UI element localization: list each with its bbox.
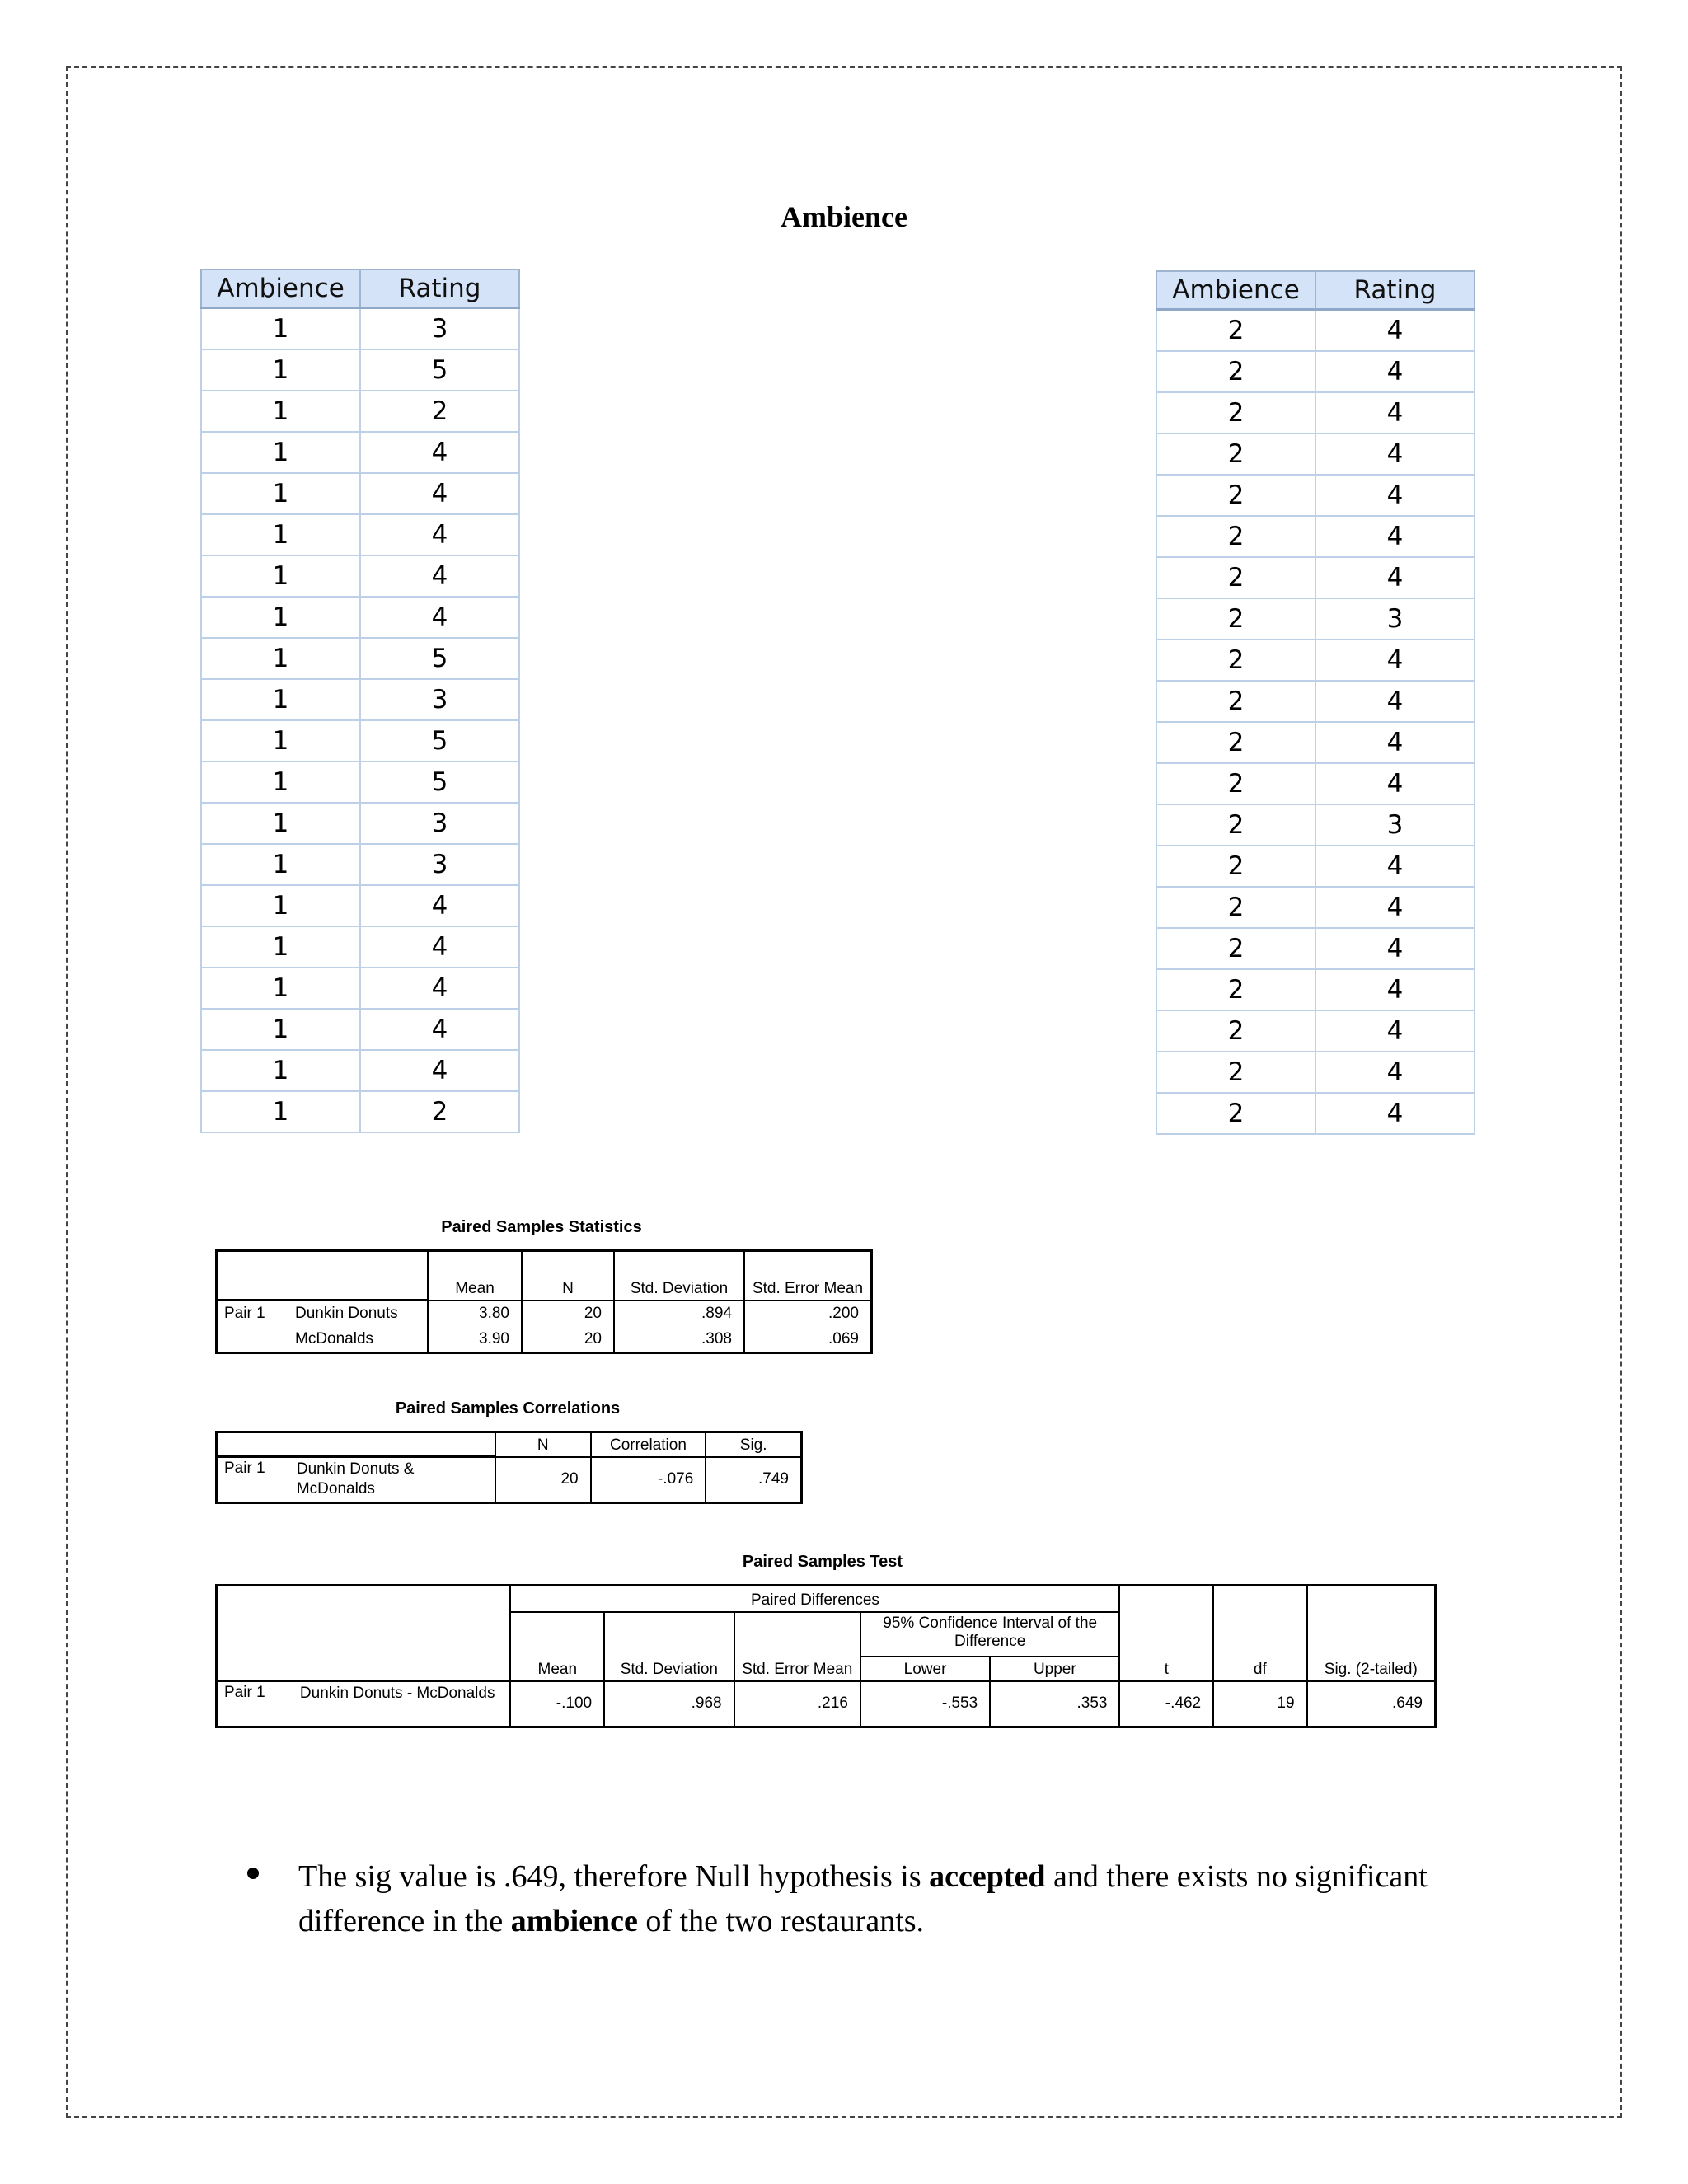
ambience-cell[interactable]: 2 <box>1156 722 1315 763</box>
table-row <box>201 762 519 803</box>
table-row <box>201 391 519 432</box>
paired-samples-test-table <box>215 1584 1437 1728</box>
ambience-cell[interactable]: 2 <box>1156 969 1315 1010</box>
rating-cell[interactable]: 4 <box>360 926 519 968</box>
ambience-cell[interactable]: 2 <box>1156 434 1315 475</box>
ambience-cell[interactable]: 2 <box>1156 310 1315 352</box>
ambience-cell[interactable]: 2 <box>1156 887 1315 928</box>
test-df: 19 <box>1213 1681 1306 1727</box>
test-lower: -.553 <box>860 1681 990 1727</box>
test-header-upper: Upper <box>990 1657 1119 1681</box>
rating-cell[interactable]: 3 <box>360 308 519 350</box>
column-header-rating[interactable]: Rating <box>1315 271 1475 310</box>
test-header-df: df <box>1213 1586 1306 1681</box>
table-row <box>1156 804 1475 846</box>
ambience-cell[interactable]: 1 <box>201 555 360 597</box>
conclusion-paragraph <box>298 1854 1436 1943</box>
conclusion-bold-accepted: accepted <box>929 1859 1046 1894</box>
table-row <box>1156 392 1475 434</box>
table-row <box>1156 557 1475 598</box>
corr-header-n: N <box>495 1432 591 1457</box>
stats-corner <box>217 1251 429 1301</box>
rating-cell[interactable]: 2 <box>360 1091 519 1132</box>
rating-cell[interactable]: 4 <box>1315 310 1475 352</box>
column-header-rating[interactable]: Rating <box>360 269 519 308</box>
rating-cell[interactable]: 4 <box>360 514 519 555</box>
ambience-cell[interactable]: 1 <box>201 514 360 555</box>
corr-pair-label: Pair 1 <box>217 1457 290 1503</box>
corr-row-label: Dunkin Donuts & McDonalds <box>290 1457 495 1503</box>
ambience-cell[interactable]: 1 <box>201 638 360 679</box>
table-row <box>201 349 519 391</box>
test-corner <box>217 1586 511 1681</box>
table-row <box>201 597 519 638</box>
rating-cell[interactable]: 4 <box>1315 640 1475 681</box>
stats-row2-label: McDonalds <box>288 1327 428 1353</box>
table-row <box>1156 681 1475 722</box>
table-row <box>1156 722 1475 763</box>
ambience-cell[interactable]: 1 <box>201 762 360 803</box>
ambience-cell[interactable]: 1 <box>201 1050 360 1091</box>
stats-row1-n: 20 <box>522 1301 614 1327</box>
test-header-mean: Mean <box>510 1612 604 1681</box>
column-header-ambience[interactable]: Ambience <box>1156 271 1315 310</box>
rating-cell[interactable]: 4 <box>1315 722 1475 763</box>
stats-row1-mean: 3.80 <box>428 1301 522 1327</box>
ambience-cell[interactable]: 2 <box>1156 351 1315 392</box>
ambience-cell[interactable]: 2 <box>1156 681 1315 722</box>
corr-corner <box>217 1432 495 1457</box>
rating-cell[interactable]: 4 <box>1315 434 1475 475</box>
paired-samples-statistics-table <box>215 1249 873 1354</box>
test-mean: -.100 <box>510 1681 604 1727</box>
ambience-cell[interactable]: 1 <box>201 844 360 885</box>
stats-row1-se: .200 <box>744 1301 872 1327</box>
table-row <box>201 844 519 885</box>
table-row <box>201 720 519 762</box>
rating-cell[interactable]: 4 <box>1315 475 1475 516</box>
rating-cell[interactable]: 3 <box>360 803 519 844</box>
test-header-se: Std. Error Mean <box>734 1612 860 1681</box>
table-row <box>1156 310 1475 352</box>
ambience-cell[interactable]: 2 <box>1156 846 1315 887</box>
table-row <box>1156 763 1475 804</box>
test-header-ci: 95% Confidence Interval of the Difference <box>860 1612 1120 1657</box>
ambience-cell[interactable]: 1 <box>201 720 360 762</box>
ambience-cell[interactable]: 1 <box>201 349 360 391</box>
ambience-cell[interactable]: 2 <box>1156 928 1315 969</box>
table-row <box>201 555 519 597</box>
stats-pair-label: Pair 1 <box>217 1301 289 1327</box>
ambience-cell[interactable]: 1 <box>201 1091 360 1132</box>
ambience-cell[interactable]: 1 <box>201 968 360 1009</box>
ambience-cell[interactable]: 1 <box>201 679 360 720</box>
test-sig: .649 <box>1307 1681 1436 1727</box>
corr-sig: .749 <box>706 1457 801 1503</box>
table-row <box>1156 434 1475 475</box>
table-row <box>201 926 519 968</box>
data-grid-right <box>1156 270 1475 1135</box>
test-t: -.462 <box>1119 1681 1213 1727</box>
ambience-cell[interactable]: 2 <box>1156 1052 1315 1093</box>
rating-cell[interactable]: 2 <box>360 391 519 432</box>
bullet-icon <box>247 1868 259 1879</box>
table-row <box>201 1050 519 1091</box>
table-row <box>1156 846 1475 887</box>
table-row <box>201 803 519 844</box>
corr-header-sig: Sig. <box>706 1432 801 1457</box>
rating-cell[interactable]: 4 <box>360 1009 519 1050</box>
table-row <box>201 968 519 1009</box>
test-caption: Paired Samples Test <box>742 1553 903 1571</box>
page-title: Ambience <box>781 200 907 233</box>
test-header-lower: Lower <box>860 1657 990 1681</box>
stats-header-sd: Std. Deviation <box>614 1251 744 1301</box>
table-row <box>201 308 519 350</box>
ambience-cell[interactable]: 1 <box>201 432 360 473</box>
paired-samples-correlations-table <box>215 1431 803 1504</box>
data-grid-left <box>200 269 520 1133</box>
test-sd: .968 <box>604 1681 734 1727</box>
conclusion-text-3: of the two restaurants. <box>637 1904 925 1938</box>
rating-cell[interactable]: 3 <box>1315 598 1475 640</box>
rating-cell[interactable]: 4 <box>360 968 519 1009</box>
table-row <box>201 638 519 679</box>
stats-header-se: Std. Error Mean <box>744 1251 872 1301</box>
rating-cell[interactable]: 4 <box>360 473 519 514</box>
table-row <box>1156 598 1475 640</box>
test-header-sig: Sig. (2-tailed) <box>1307 1586 1436 1681</box>
stats-pair-spacer <box>217 1327 289 1353</box>
stats-header-n: N <box>522 1251 614 1301</box>
ambience-cell[interactable]: 2 <box>1156 475 1315 516</box>
corr-n: 20 <box>495 1457 591 1503</box>
rating-cell[interactable]: 5 <box>360 638 519 679</box>
ambience-cell[interactable]: 1 <box>201 597 360 638</box>
ambience-cell[interactable]: 1 <box>201 926 360 968</box>
test-se: .216 <box>734 1681 860 1727</box>
rating-cell[interactable]: 4 <box>1315 516 1475 557</box>
stats-row1-label: Dunkin Donuts <box>288 1301 428 1327</box>
corr-header-correlation: Correlation <box>591 1432 706 1457</box>
conclusion-text-1: The sig value is .649, therefore Null hypothesis is <box>298 1859 930 1894</box>
ambience-cell[interactable]: 2 <box>1156 392 1315 434</box>
ambience-cell[interactable]: 1 <box>201 885 360 926</box>
table-row <box>1156 928 1475 969</box>
rating-cell[interactable]: 4 <box>1315 887 1475 928</box>
rating-cell[interactable]: 4 <box>1315 928 1475 969</box>
ambience-cell[interactable]: 2 <box>1156 557 1315 598</box>
test-pair-label: Pair 1 <box>217 1681 293 1727</box>
ambience-cell[interactable]: 1 <box>201 803 360 844</box>
rating-cell[interactable]: 4 <box>360 432 519 473</box>
column-header-ambience[interactable]: Ambience <box>201 269 360 308</box>
table-row <box>1156 351 1475 392</box>
test-header-paired-differences: Paired Differences <box>510 1586 1119 1612</box>
rating-cell[interactable]: 4 <box>1315 969 1475 1010</box>
rating-cell[interactable]: 4 <box>1315 1093 1475 1134</box>
test-header-sd: Std. Deviation <box>604 1612 734 1681</box>
table-row <box>1156 1010 1475 1052</box>
test-header-t: t <box>1119 1586 1213 1681</box>
table-row <box>1156 516 1475 557</box>
rating-cell[interactable]: 4 <box>1315 763 1475 804</box>
rating-cell[interactable]: 5 <box>360 762 519 803</box>
corr-caption: Paired Samples Correlations <box>395 1399 621 1418</box>
ambience-cell[interactable]: 2 <box>1156 640 1315 681</box>
rating-cell[interactable]: 4 <box>360 555 519 597</box>
rating-cell[interactable]: 4 <box>1315 557 1475 598</box>
ambience-cell[interactable]: 2 <box>1156 598 1315 640</box>
conclusion-bold-ambience: ambience <box>510 1904 638 1938</box>
stats-row2-mean: 3.90 <box>428 1327 522 1353</box>
table-row <box>1156 969 1475 1010</box>
rating-cell[interactable]: 3 <box>360 844 519 885</box>
table-row <box>201 885 519 926</box>
rating-cell[interactable]: 4 <box>1315 1010 1475 1052</box>
test-upper: .353 <box>990 1681 1119 1727</box>
stats-row2-se: .069 <box>744 1327 872 1353</box>
rating-cell[interactable]: 4 <box>1315 351 1475 392</box>
conclusion-text-2: and there exists no significant difference in the <box>298 1859 1428 1938</box>
table-row <box>201 514 519 555</box>
stats-row2-n: 20 <box>522 1327 614 1353</box>
ambience-cell[interactable]: 1 <box>201 473 360 514</box>
ambience-cell[interactable]: 1 <box>201 1009 360 1050</box>
table-row <box>1156 475 1475 516</box>
table-row <box>201 1009 519 1050</box>
rating-cell[interactable]: 5 <box>360 349 519 391</box>
rating-cell[interactable]: 4 <box>360 1050 519 1091</box>
table-row <box>1156 1052 1475 1093</box>
table-row <box>201 1091 519 1132</box>
rating-cell[interactable]: 4 <box>1315 1052 1475 1093</box>
rating-cell[interactable]: 4 <box>1315 846 1475 887</box>
table-row <box>1156 640 1475 681</box>
test-row-label: Dunkin Donuts - McDonalds <box>293 1681 511 1727</box>
table-row <box>201 473 519 514</box>
stats-caption: Paired Samples Statistics <box>441 1218 642 1236</box>
rating-cell[interactable]: 5 <box>360 720 519 762</box>
ambience-cell[interactable]: 2 <box>1156 763 1315 804</box>
ambience-cell[interactable]: 2 <box>1156 1010 1315 1052</box>
ambience-cell[interactable]: 2 <box>1156 1093 1315 1134</box>
ambience-cell[interactable]: 1 <box>201 308 360 350</box>
ambience-cell[interactable]: 2 <box>1156 804 1315 846</box>
ambience-cell[interactable]: 2 <box>1156 516 1315 557</box>
ambience-cell[interactable]: 1 <box>201 391 360 432</box>
table-row <box>201 432 519 473</box>
rating-cell[interactable]: 4 <box>360 885 519 926</box>
table-row <box>201 679 519 720</box>
rating-cell[interactable]: 3 <box>1315 804 1475 846</box>
rating-cell[interactable]: 4 <box>1315 681 1475 722</box>
stats-header-mean: Mean <box>428 1251 522 1301</box>
table-row <box>1156 887 1475 928</box>
table-row <box>1156 1093 1475 1134</box>
rating-cell[interactable]: 4 <box>360 597 519 638</box>
stats-row1-sd: .894 <box>614 1301 744 1327</box>
stats-row2-sd: .308 <box>614 1327 744 1353</box>
rating-cell[interactable]: 3 <box>360 679 519 720</box>
rating-cell[interactable]: 4 <box>1315 392 1475 434</box>
corr-correlation: -.076 <box>591 1457 706 1503</box>
